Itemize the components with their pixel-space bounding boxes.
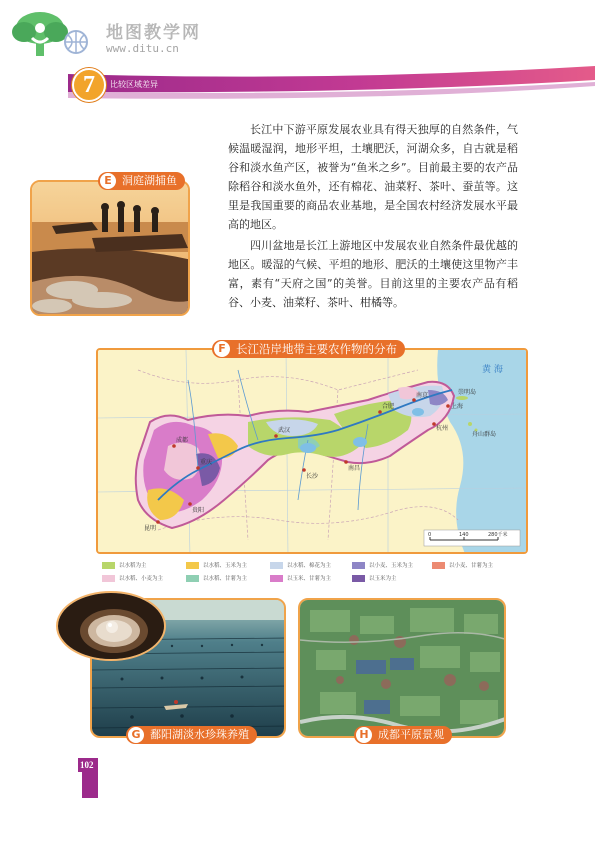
legend-swatch [102, 575, 115, 582]
map-label-kunming: 昆明 [144, 525, 157, 532]
photo-chengdu-plain [298, 598, 506, 738]
chengdu-plain-aerial-image [300, 600, 506, 738]
legend-item: 以玉米为主 [352, 574, 397, 584]
paragraph-yangtze-plain: 长江中下游平原发展农业具有得天独厚的自然条件，气候温暖湿润，地形平坦，土壤肥沃，河湖众多，自古就是稻谷和淡水鱼产区，被誉为“鱼米之乡”。目前最主要的农产品除稻谷和淡水鱼外，还有棉花、油菜籽、茶叶、蚕茧等。这里是我国重要的商品农业基地，是全国农村经济发展水平最高的地区。 [228, 123, 518, 231]
pearl-shell-inset [56, 591, 166, 661]
page-number: 102 [80, 760, 94, 770]
legend-swatch [186, 562, 199, 569]
map-label-wuhan: 武汉 [278, 427, 291, 434]
legend-item: 以水稻、棉花为主 [270, 561, 331, 571]
scale-zero: 0 [428, 532, 432, 538]
figure-letter-f: F [214, 341, 230, 357]
photo-dongting-fishing [30, 180, 190, 316]
legend-row-2 [102, 574, 522, 585]
watermark-title: 地图教学网 [106, 23, 201, 43]
chapter-title: 比较区域差异 [110, 80, 158, 89]
map-label-nanjing: 南京 [416, 392, 429, 399]
map-label-shanghai: 上海 [451, 403, 464, 410]
map-label-changsha: 长沙 [306, 473, 319, 480]
legend-item: 以小麦、甘薯为主 [432, 561, 493, 571]
legend-item: 以水稻、甘薯为主 [186, 574, 247, 584]
legend-item: 以小麦、玉米为主 [352, 561, 413, 571]
map-label-sea: 黄 海 [482, 365, 503, 375]
map-label-chongming: 崇明岛 [458, 389, 477, 396]
fishing-scene-image [32, 182, 190, 316]
legend-swatch [432, 562, 445, 569]
scale-mid: 140 [459, 532, 469, 538]
figure-letter-g: G [128, 727, 144, 743]
legend-swatch [102, 562, 115, 569]
caption-g-text: 鄱阳湖淡水珍珠养殖 [150, 728, 249, 741]
caption-f [212, 340, 405, 358]
caption-g [126, 726, 257, 744]
legend-item: 以玉米、甘薯为主 [270, 574, 331, 584]
caption-f-text: 长江沿岸地带主要农作物的分布 [236, 342, 397, 356]
caption-e-text: 洞庭湖捕鱼 [122, 174, 177, 187]
map-label-hangzhou: 杭州 [436, 425, 449, 432]
caption-e [98, 172, 185, 190]
watermark [10, 8, 210, 60]
map-label-zhoushan: 舟山群岛 [472, 431, 497, 438]
yangtze-crop-map [98, 350, 528, 554]
legend-swatch [270, 562, 283, 569]
map-legend [102, 561, 522, 587]
figure-letter-e: E [100, 173, 116, 189]
pearl-oyster-image [58, 593, 166, 661]
legend-swatch [270, 575, 283, 582]
map-label-hefei: 合肥 [382, 403, 395, 410]
map-scale-bar [424, 530, 520, 546]
figure-letter-h: H [356, 727, 372, 743]
map-label-nanchang: 南昌 [348, 465, 361, 472]
scale-max: 280千米 [488, 532, 508, 538]
legend-row-1 [102, 561, 522, 572]
legend-swatch [352, 575, 365, 582]
legend-item: 以水稻、小麦为主 [102, 574, 163, 584]
map-label-chengdu: 成都 [176, 437, 189, 444]
paragraph-sichuan-basin: 四川盆地是长江上游地区中发展农业自然条件最优越的地区。暖湿的气候、平坦的地形、肥沃的土壤使这里物产丰富，素有“天府之国”的美誉。目前这里的主要农产品有稻谷、小麦、油菜籽、茶叶、柑橘等。 [228, 239, 518, 309]
legend-swatch [352, 562, 365, 569]
legend-item: 以水稻、玉米为主 [186, 561, 247, 571]
caption-h-text: 成都平原景观 [378, 728, 444, 741]
map-label-guiyang: 贵阳 [192, 507, 205, 514]
map-label-chongqing: 重庆 [200, 459, 213, 466]
legend-item: 以水稻为主 [102, 561, 147, 571]
chapter-number-badge: 7 [72, 68, 106, 102]
legend-swatch [186, 575, 199, 582]
caption-h [354, 726, 452, 744]
watermark-url: www.ditu.cn [106, 42, 179, 55]
tree-logo-icon [10, 8, 88, 58]
crop-distribution-map [96, 348, 528, 554]
